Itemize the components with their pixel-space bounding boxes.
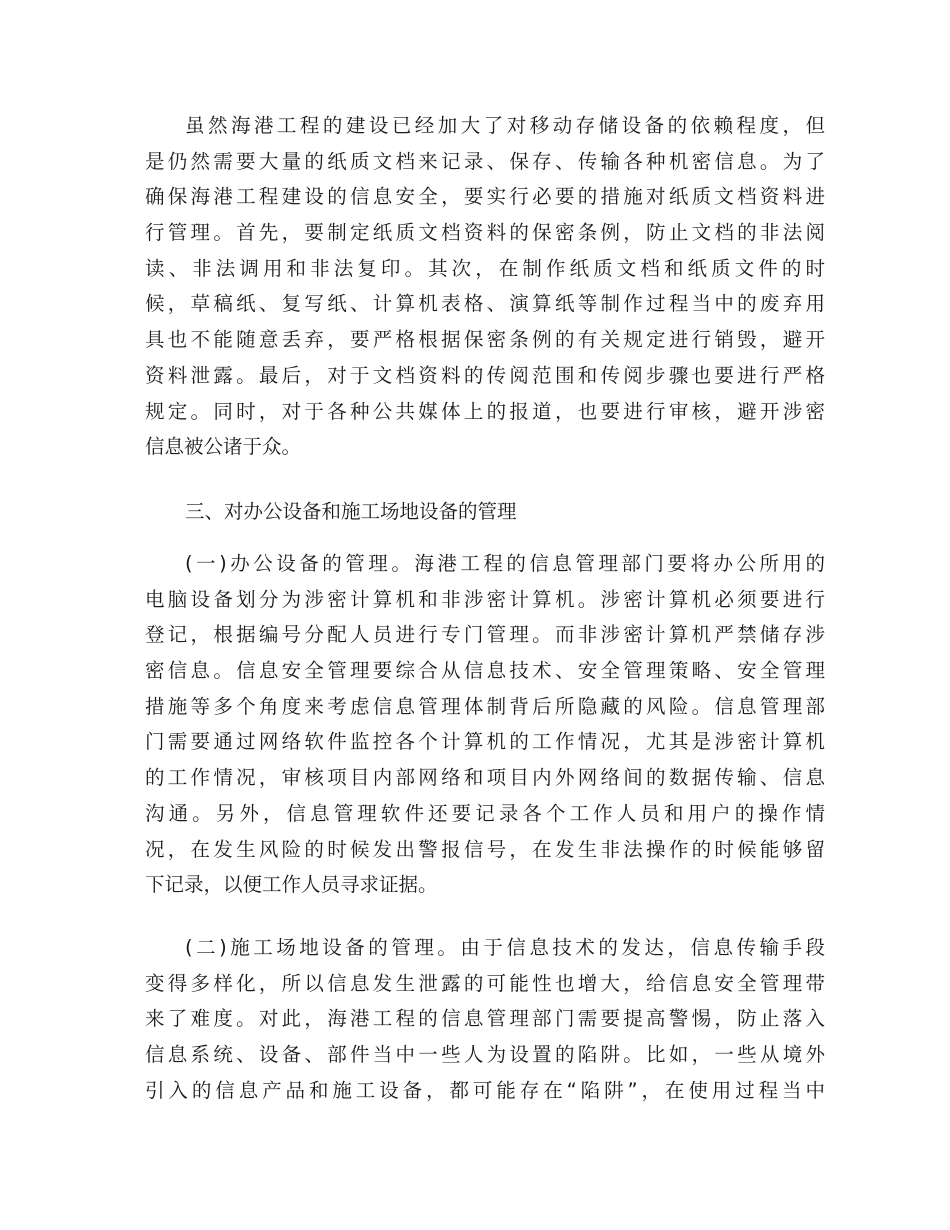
paragraph-line: 具也不能随意丢弃，要严格根据保密条例的有关规定进行销毁，避开 bbox=[145, 328, 825, 352]
paragraph-line: 变得多样化，所以信息发生泄露的可能性也增大，给信息安全管理带 bbox=[145, 971, 825, 995]
paragraph-line: 登记，根据编号分配人员进行专门管理。而非涉密计算机严禁储存涉 bbox=[145, 623, 825, 647]
paragraph-office-equipment bbox=[145, 546, 825, 903]
paragraph-line: 门需要通过网络软件监控各个计算机的工作情况，尤其是涉密计算机 bbox=[145, 730, 825, 754]
paragraph-line: 资料泄露。最后，对于文档资料的传阅范围和传阅步骤也要进行严格 bbox=[145, 363, 825, 387]
paragraph-line: 候，草稿纸、复写纸、计算机表格、演算纸等制作过程当中的废弃用 bbox=[145, 292, 825, 316]
paragraph-line: 措施等多个角度来考虑信息管理体制背后所隐藏的风险。信息管理部 bbox=[145, 694, 825, 718]
paragraph-line: 行管理。首先，要制定纸质文档资料的保密条例，防止文档的非法阅 bbox=[145, 221, 825, 245]
paragraph-line: 确保海港工程建设的信息安全，要实行必要的措施对纸质文档资料进 bbox=[145, 185, 825, 209]
paragraph-line: 沟通。另外，信息管理软件还要记录各个工作人员和用户的操作情 bbox=[145, 801, 825, 825]
paragraph-line: 来了难度。对此，海港工程的信息管理部门需要提高警惕，防止落入 bbox=[145, 1007, 825, 1031]
paragraph-construction-site-equipment bbox=[145, 930, 825, 1108]
paragraph-paper-documents bbox=[145, 108, 825, 465]
paragraph-line: 密信息。信息安全管理要综合从信息技术、安全管理策略、安全管理 bbox=[145, 659, 825, 683]
paragraph-line: 引入的信息产品和施工设备，都可能存在“陷阱”，在使用过程当中 bbox=[145, 1078, 825, 1102]
paragraph-line: (二)施工场地设备的管理。由于信息技术的发达，信息传输手段 bbox=[185, 936, 825, 959]
paragraph-line: 信息被公诸于众。 bbox=[145, 435, 302, 459]
section-heading-text: 三、对办公设备和施工场地设备的管理 bbox=[185, 500, 517, 523]
paragraph-line: 的工作情况，审核项目内部网络和项目内外网络间的数据传输、信息 bbox=[145, 766, 825, 790]
paragraph-line: 电脑设备划分为涉密计算机和非涉密计算机。涉密计算机必须要进行 bbox=[145, 587, 825, 611]
paragraph-line: 虽然海港工程的建设已经加大了对移动存储设备的依赖程度，但 bbox=[185, 114, 825, 137]
paragraph-line: 规定。同时，对于各种公共媒体上的报道，也要进行审核，避开涉密 bbox=[145, 399, 825, 423]
section-heading bbox=[145, 494, 825, 530]
paragraph-line: 下记录，以便工作人员寻求证据。 bbox=[145, 873, 438, 897]
paragraph-line: 信息系统、设备、部件当中一些人为设置的陷阱。比如，一些从境外 bbox=[145, 1043, 825, 1067]
paragraph-line: 是仍然需要大量的纸质文档来记录、保存、传输各种机密信息。为了 bbox=[145, 149, 825, 173]
paragraph-line: 况，在发生风险的时候发出警报信号，在发生非法操作的时候能够留 bbox=[145, 837, 825, 861]
paragraph-line: (一)办公设备的管理。海港工程的信息管理部门要将办公所用的 bbox=[185, 552, 825, 575]
paragraph-line: 读、非法调用和非法复印。其次，在制作纸质文档和纸质文件的时 bbox=[145, 256, 825, 280]
